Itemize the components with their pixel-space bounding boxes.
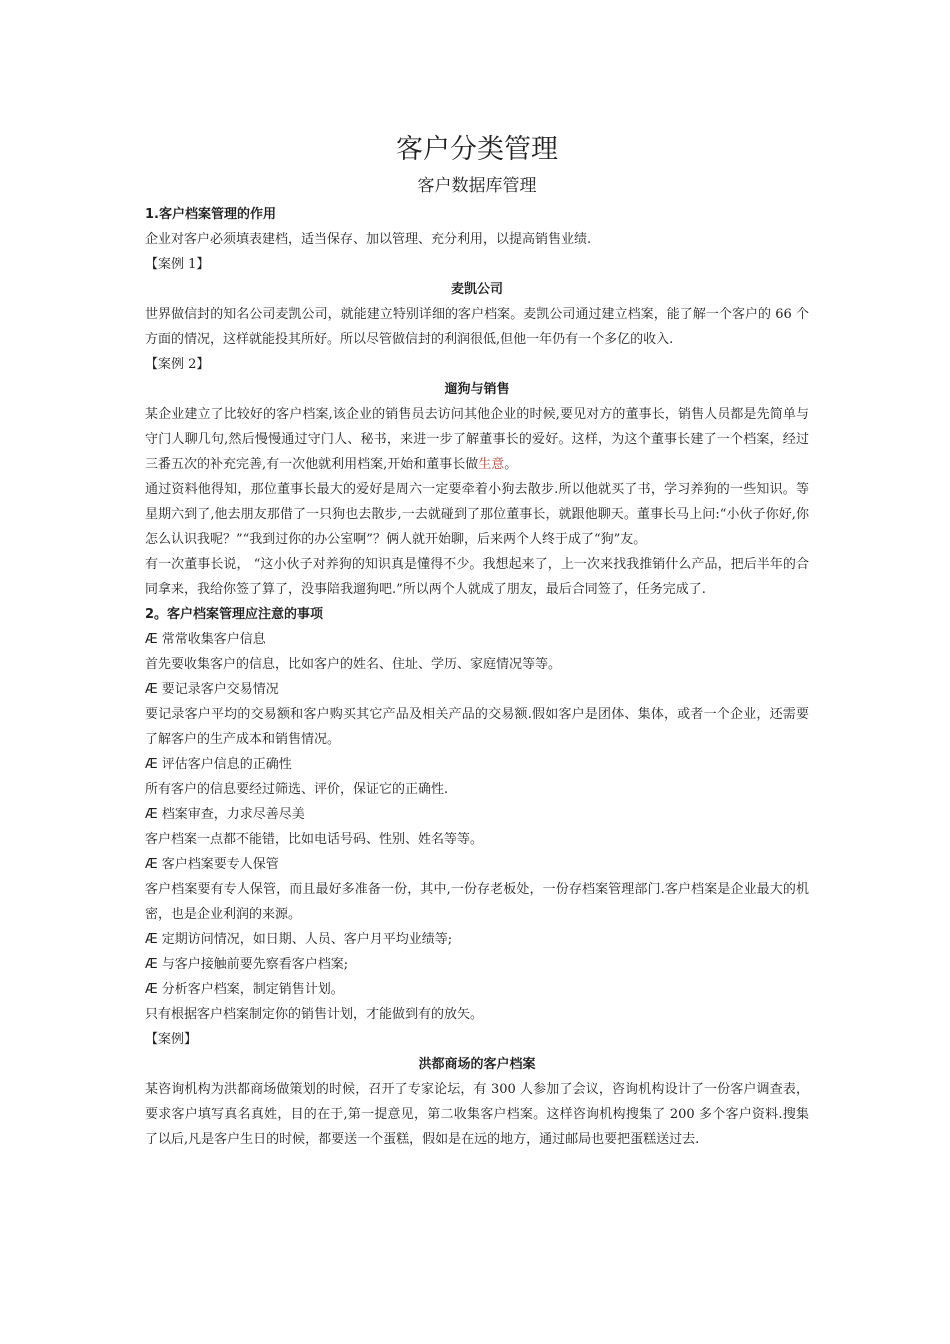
- item-3-head: Æ 评估客户信息的正确性: [145, 757, 292, 772]
- bullet-icon: Æ: [145, 632, 158, 647]
- bullet-icon: Æ: [145, 857, 158, 872]
- bullet-icon: Æ: [145, 682, 158, 697]
- bullet-icon: Æ: [145, 957, 158, 972]
- item-1-head: Æ 常常收集客户信息: [145, 632, 266, 647]
- item-3-text: 所有客户的信息要经过筛选、评价，保证它的正确性.: [145, 782, 449, 797]
- case-1-label: 【案例 1】: [145, 257, 210, 272]
- case-3-text: 某咨询机构为洪都商场做策划的时候，召开了专家论坛，有 300 人参加了会议，咨询机构设计了一份客户调查表，要求客户填写真名真姓，目的在于,第一提意见，第二收集客户档案。这样咨询机构搜集了 200 多个客户资料.搜集了以后,凡是客户生日的时候，都要送一个蛋糕，假如是在远的地方，通过邮局也要把蛋糕送过去.: [145, 1082, 809, 1147]
- item-4-text: 客户档案一点都不能错，比如电话号码、性别、姓名等等。: [145, 832, 484, 847]
- section-1-text: 企业对客户必须填表建档，适当保存、加以管理、充分利用，以提高销售业绩.: [145, 232, 592, 247]
- case-2-paragraph-1-main: 某企业建立了比较好的客户档案,该企业的销售员去访问其他企业的时候,要见对方的董事长，销售人员都是先简单与守门人聊几句,然后慢慢通过守门人、秘书，来进一步了解董事长的爱好。这样，为这个董事长建了一个档案，经过三番五次的补充完善,有一次他就利用档案,开始和董事长做: [145, 407, 809, 472]
- item-5-text: 客户档案要有专人保管，而且最好多准备一份，其中,一份存老板处，一份存档案管理部门.客户档案是企业最大的机密，也是企业利润的来源。: [145, 882, 809, 922]
- bullet-icon: Æ: [145, 982, 158, 997]
- case-2-paragraph-1-end: 。: [504, 457, 518, 472]
- case-2-paragraph-3: 有一次董事长说， “这小伙子对养狗的知识真是懂得不少。我想起来了，上一次来找我推销什么产品，把后半年的合同拿来，我给你签了算了，没事陪我遛狗吧.”所以两个人就成了朋友，最后合同签了，任务完成了.: [145, 557, 809, 597]
- item-4-head: Æ 档案审查，力求尽善尽美: [145, 807, 305, 822]
- section-2-heading: 2。客户档案管理应注意的事项: [145, 607, 324, 622]
- short-item-3: Æ 分析客户档案，制定销售计划。: [145, 982, 344, 997]
- item-1-text: 首先要收集客户的信息，比如客户的姓名、住址、学历、家庭情况等等。: [145, 657, 562, 672]
- item-5-head: Æ 客户档案要专人保管: [145, 857, 279, 872]
- document-page: [145, 128, 809, 1152]
- closing-text: 只有根据客户档案制定你的销售计划，才能做到有的放矢。: [145, 1007, 484, 1022]
- highlighted-word: 生意: [478, 457, 505, 472]
- document-subtitle: 客户数据库管理: [417, 176, 537, 196]
- case-2-label: 【案例 2】: [145, 357, 210, 372]
- item-2-head: Æ 要记录客户交易情况: [145, 682, 279, 697]
- case-3-label: 【案例】: [145, 1032, 198, 1047]
- short-item-2: Æ 与客户接触前要先察看客户档案;: [145, 957, 349, 972]
- bullet-icon: Æ: [145, 757, 158, 772]
- case-3-title: 洪都商场的客户档案: [418, 1057, 536, 1072]
- bullet-icon: Æ: [145, 932, 158, 947]
- case-1-title: 麦凯公司: [450, 282, 503, 297]
- bullet-icon: Æ: [145, 807, 158, 822]
- item-2-text: 要记录客户平均的交易额和客户购买其它产品及相关产品的交易额.假如客户是团体、集体，或者一个企业，还需要了解客户的生产成本和销售情况。: [145, 707, 809, 747]
- case-2-paragraph-2: 通过资料他得知，那位董事长最大的爱好是周六一定要牵着小狗去散步.所以他就买了书，学习养狗的一些知识。等星期六到了,他去朋友那借了一只狗也去散步,一去就碰到了那位董事长，就跟他聊天。董事长马上问:“小伙子你好,你怎么认识我呢？”“我到过你的办公室啊”？俩人就开始聊，后来两个人终于成了“狗”友。: [145, 482, 809, 547]
- case-2-paragraph-1: [145, 402, 809, 477]
- section-1-heading: 1.客户档案管理的作用: [145, 207, 276, 222]
- short-item-1: Æ 定期访问情况，如日期、人员、客户月平均业绩等;: [145, 932, 453, 947]
- case-2-title: 遛狗与销售: [444, 382, 510, 397]
- document-title: 客户分类管理: [396, 134, 558, 165]
- case-1-text: 世界做信封的知名公司麦凯公司，就能建立特别详细的客户档案。麦凯公司通过建立档案，能了解一个客户的 66 个方面的情况，这样就能投其所好。所以尽管做信封的利润很低,但他一年仍有一个多亿的收入.: [145, 307, 809, 347]
